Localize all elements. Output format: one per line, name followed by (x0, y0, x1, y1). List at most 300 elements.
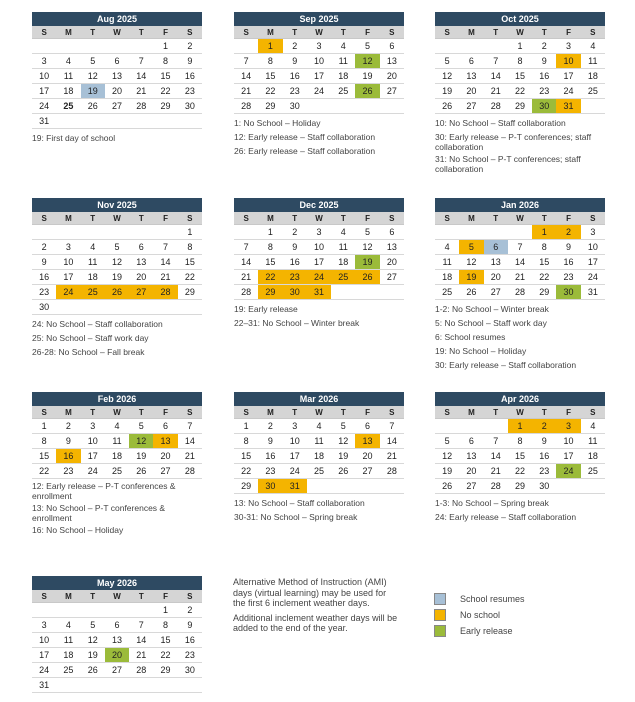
day-cell: 18 (81, 270, 105, 285)
month-title: Nov 2025 (32, 198, 202, 212)
day-cell: 4 (331, 225, 355, 240)
day-cell: 12 (355, 240, 379, 255)
weekday-header: S (435, 406, 459, 419)
day-cell: 23 (178, 84, 202, 99)
day-cell: 1 (508, 39, 532, 54)
weekday-header: T (129, 590, 153, 603)
day-cell: 21 (234, 84, 258, 99)
weekday-header: T (532, 26, 556, 39)
empty-day-cell (380, 285, 404, 300)
empty-day-cell (581, 99, 605, 114)
day-cell: 9 (532, 434, 556, 449)
day-cell: 28 (484, 99, 508, 114)
weekday-header: T (81, 406, 105, 419)
weekday-header: W (508, 212, 532, 225)
day-cell: 14 (508, 255, 532, 270)
day-cell: 6 (380, 225, 404, 240)
day-cell: 20 (459, 84, 483, 99)
day-cell: 1 (32, 419, 56, 434)
weekday-header: T (484, 212, 508, 225)
weekday-header: T (283, 26, 307, 39)
day-cell: 23 (532, 84, 556, 99)
day-cell: 1 (178, 225, 202, 240)
inclement-weather-info (233, 577, 401, 638)
day-cell: 29 (234, 479, 258, 494)
weekday-header: W (105, 406, 129, 419)
day-cell: 25 (56, 663, 80, 678)
month-calendar (435, 392, 605, 524)
empty-day-cell (129, 603, 153, 618)
day-cell: 26 (81, 99, 105, 114)
day-cell: 19 (435, 84, 459, 99)
weekday-header: F (153, 26, 177, 39)
day-cell: 1 (508, 419, 532, 434)
empty-day-cell (129, 678, 153, 693)
day-cell: 25 (105, 464, 129, 479)
day-cell: 6 (459, 54, 483, 69)
day-cell: 15 (508, 449, 532, 464)
day-cell: 6 (105, 54, 129, 69)
day-cell: 5 (459, 240, 483, 255)
day-cell: 1 (153, 603, 177, 618)
day-cell: 18 (105, 449, 129, 464)
day-cell: 11 (581, 54, 605, 69)
day-cell: 24 (56, 285, 80, 300)
month-notes (32, 131, 202, 145)
month-title: Oct 2025 (435, 12, 605, 26)
empty-day-cell (81, 39, 105, 54)
day-cell: 7 (484, 434, 508, 449)
day-cell: 31 (556, 99, 580, 114)
weekday-header: S (32, 590, 56, 603)
day-cell: 21 (178, 449, 202, 464)
day-cell: 25 (331, 270, 355, 285)
note-item: 24: Early release – Staff collaboration (435, 512, 577, 522)
day-cell: 30 (532, 99, 556, 114)
month-title: Sep 2025 (234, 12, 404, 26)
day-cell: 27 (105, 663, 129, 678)
month-title: May 2026 (32, 576, 202, 590)
month-grid (32, 198, 202, 315)
day-cell: 27 (355, 464, 379, 479)
legend-label: No school (460, 610, 501, 620)
day-cell: 2 (178, 39, 202, 54)
day-cell: 20 (380, 255, 404, 270)
day-cell: 27 (380, 270, 404, 285)
day-cell: 6 (355, 419, 379, 434)
month-calendar (32, 392, 202, 537)
day-cell: 19 (81, 648, 105, 663)
day-cell: 22 (508, 84, 532, 99)
day-cell: 8 (178, 240, 202, 255)
day-cell: 28 (178, 464, 202, 479)
day-cell: 17 (556, 449, 580, 464)
weekday-header: S (581, 26, 605, 39)
day-cell: 23 (32, 285, 56, 300)
empty-day-cell (307, 99, 331, 114)
weekday-header: T (81, 26, 105, 39)
empty-day-cell (56, 300, 80, 315)
day-cell: 30 (178, 663, 202, 678)
weekday-header: M (258, 406, 282, 419)
day-cell: 14 (234, 255, 258, 270)
weekday-header: T (81, 212, 105, 225)
day-cell: 2 (283, 39, 307, 54)
note-item: 25: No School – Staff work day (32, 333, 149, 343)
month-title: Mar 2026 (234, 392, 404, 406)
day-cell: 29 (258, 285, 282, 300)
empty-day-cell (435, 225, 459, 240)
weekday-header: S (178, 406, 202, 419)
day-cell: 12 (81, 633, 105, 648)
day-cell: 22 (32, 464, 56, 479)
day-cell: 8 (234, 434, 258, 449)
day-cell: 4 (307, 419, 331, 434)
day-cell: 22 (258, 270, 282, 285)
day-cell: 27 (459, 99, 483, 114)
weekday-header: S (581, 406, 605, 419)
empty-day-cell (556, 479, 580, 494)
month-grid (435, 198, 605, 300)
weekday-header: S (380, 26, 404, 39)
weekday-header: S (178, 590, 202, 603)
day-cell: 5 (355, 39, 379, 54)
day-cell: 3 (307, 225, 331, 240)
weekday-header: M (56, 212, 80, 225)
day-cell: 8 (153, 618, 177, 633)
empty-day-cell (178, 300, 202, 315)
weekday-header: T (331, 406, 355, 419)
day-cell: 4 (581, 419, 605, 434)
day-cell: 29 (508, 99, 532, 114)
day-cell: 11 (331, 54, 355, 69)
day-cell: 14 (484, 69, 508, 84)
day-cell: 23 (283, 270, 307, 285)
empty-day-cell (459, 225, 483, 240)
day-cell: 15 (258, 69, 282, 84)
day-cell: 27 (380, 84, 404, 99)
day-cell: 9 (556, 240, 580, 255)
weekday-header: W (307, 26, 331, 39)
day-cell: 8 (32, 434, 56, 449)
day-cell: 15 (258, 255, 282, 270)
ami-note: Alternative Method of Instruction (AMI) days (virtual learning) may be used for the first 6 inclement weather days. (233, 577, 387, 608)
weekday-header: F (153, 406, 177, 419)
month-title: Feb 2026 (32, 392, 202, 406)
weekday-header: T (283, 212, 307, 225)
month-grid (32, 12, 202, 129)
empty-day-cell (105, 39, 129, 54)
legend-swatch-school-resumes (434, 593, 446, 605)
empty-day-cell (331, 479, 355, 494)
day-cell: 25 (307, 464, 331, 479)
day-cell: 10 (32, 69, 56, 84)
day-cell: 2 (532, 419, 556, 434)
day-cell: 24 (307, 84, 331, 99)
day-cell: 21 (234, 270, 258, 285)
day-cell: 26 (435, 99, 459, 114)
day-cell: 7 (178, 419, 202, 434)
day-cell: 11 (56, 69, 80, 84)
note-item: 30: Early release – Staff collaboration (435, 360, 577, 370)
day-cell: 25 (435, 285, 459, 300)
weekday-header: S (380, 406, 404, 419)
month-calendar (32, 576, 202, 693)
weekday-header: S (435, 212, 459, 225)
month-calendar (435, 12, 605, 174)
note-item: 22–31: No School – Winter break (234, 318, 360, 328)
day-cell: 30 (532, 479, 556, 494)
day-cell: 19 (459, 270, 483, 285)
day-cell: 17 (307, 255, 331, 270)
note-item: 30: Early release – P-T conferences; staff collaboration (435, 132, 592, 152)
day-cell: 20 (105, 648, 129, 663)
empty-day-cell (380, 479, 404, 494)
day-cell: 6 (484, 240, 508, 255)
day-cell: 18 (307, 449, 331, 464)
day-cell: 10 (556, 54, 580, 69)
weekday-header: M (459, 212, 483, 225)
empty-day-cell (380, 99, 404, 114)
day-cell: 21 (508, 270, 532, 285)
note-item: 1-2: No School – Winter break (435, 304, 549, 314)
day-cell: 22 (532, 270, 556, 285)
day-cell: 4 (105, 419, 129, 434)
weekday-header: M (56, 26, 80, 39)
day-cell: 7 (153, 240, 177, 255)
day-cell: 17 (32, 84, 56, 99)
makeup-days-note: Additional inclement weather days will be added to the end of the year. (233, 612, 398, 633)
weekday-header: M (459, 406, 483, 419)
day-cell: 9 (258, 434, 282, 449)
day-cell: 3 (556, 39, 580, 54)
day-cell: 16 (556, 255, 580, 270)
empty-day-cell (459, 419, 483, 434)
day-cell: 5 (105, 240, 129, 255)
day-cell: 29 (508, 479, 532, 494)
empty-day-cell (484, 225, 508, 240)
day-cell: 7 (380, 419, 404, 434)
day-cell: 15 (178, 255, 202, 270)
day-cell: 12 (459, 255, 483, 270)
day-cell: 24 (556, 464, 580, 479)
weekday-header: F (556, 406, 580, 419)
day-cell: 12 (355, 54, 379, 69)
day-cell: 21 (484, 84, 508, 99)
day-cell: 13 (153, 434, 177, 449)
month-calendar (32, 198, 202, 359)
day-cell: 9 (178, 618, 202, 633)
day-cell: 23 (556, 270, 580, 285)
weekday-header: S (581, 212, 605, 225)
month-grid (435, 392, 605, 494)
day-cell: 16 (283, 255, 307, 270)
day-cell: 4 (81, 240, 105, 255)
day-cell: 20 (484, 270, 508, 285)
day-cell: 18 (56, 648, 80, 663)
month-grid (32, 392, 202, 479)
day-cell: 8 (258, 54, 282, 69)
weekday-header: M (56, 406, 80, 419)
day-cell: 12 (105, 255, 129, 270)
month-notes (435, 302, 605, 372)
day-cell: 15 (508, 69, 532, 84)
day-cell: 15 (234, 449, 258, 464)
day-cell: 23 (178, 648, 202, 663)
day-cell: 5 (129, 419, 153, 434)
day-cell: 14 (380, 434, 404, 449)
day-cell: 18 (331, 69, 355, 84)
day-cell: 7 (234, 240, 258, 255)
day-cell: 3 (283, 419, 307, 434)
weekday-header: W (105, 590, 129, 603)
day-cell: 12 (435, 69, 459, 84)
day-cell: 24 (556, 84, 580, 99)
day-cell: 1 (532, 225, 556, 240)
day-cell: 23 (532, 464, 556, 479)
day-cell: 16 (283, 69, 307, 84)
weekday-header: W (307, 406, 331, 419)
day-cell: 31 (283, 479, 307, 494)
day-cell: 28 (234, 285, 258, 300)
day-cell: 22 (153, 648, 177, 663)
weekday-header: W (508, 26, 532, 39)
month-calendar (234, 198, 404, 330)
day-cell: 19 (355, 255, 379, 270)
day-cell: 25 (56, 99, 80, 114)
legend-swatch-no-school (434, 609, 446, 621)
day-cell: 20 (380, 69, 404, 84)
note-item: 1: No School – Holiday (234, 118, 321, 128)
note-item: 30-31: No School – Spring break (234, 512, 358, 522)
weekday-header: M (258, 26, 282, 39)
note-item: 13: No School – P-T conferences & enrollment (32, 503, 166, 523)
note-item: 31: No School – P-T conferences; staff collaboration (435, 154, 581, 174)
day-cell: 17 (556, 69, 580, 84)
day-cell: 22 (153, 84, 177, 99)
day-cell: 22 (234, 464, 258, 479)
day-cell: 1 (234, 419, 258, 434)
day-cell: 12 (129, 434, 153, 449)
day-cell: 20 (459, 464, 483, 479)
day-cell: 30 (283, 285, 307, 300)
day-cell: 4 (56, 618, 80, 633)
day-cell: 27 (459, 479, 483, 494)
day-cell: 16 (532, 449, 556, 464)
day-cell: 13 (380, 240, 404, 255)
weekday-header: F (556, 26, 580, 39)
day-cell: 28 (234, 99, 258, 114)
empty-day-cell (105, 603, 129, 618)
day-cell: 3 (581, 225, 605, 240)
day-cell: 9 (283, 54, 307, 69)
empty-day-cell (508, 225, 532, 240)
day-cell: 4 (435, 240, 459, 255)
day-cell: 1 (153, 39, 177, 54)
day-cell: 6 (459, 434, 483, 449)
weekday-header: T (532, 406, 556, 419)
day-cell: 8 (153, 54, 177, 69)
day-cell: 20 (153, 449, 177, 464)
day-cell: 29 (258, 99, 282, 114)
day-cell: 16 (178, 69, 202, 84)
weekday-header: S (32, 406, 56, 419)
day-cell: 24 (32, 99, 56, 114)
empty-day-cell (105, 300, 129, 315)
day-cell: 13 (105, 69, 129, 84)
day-cell: 27 (105, 99, 129, 114)
day-cell: 12 (331, 434, 355, 449)
day-cell: 5 (81, 618, 105, 633)
day-cell: 26 (355, 270, 379, 285)
month-title: Aug 2025 (32, 12, 202, 26)
weekday-header: M (56, 590, 80, 603)
day-cell: 24 (581, 270, 605, 285)
day-cell: 21 (129, 648, 153, 663)
day-cell: 4 (56, 54, 80, 69)
weekday-header: W (508, 406, 532, 419)
day-cell: 25 (81, 285, 105, 300)
day-cell: 7 (129, 618, 153, 633)
day-cell: 25 (581, 84, 605, 99)
empty-day-cell (81, 225, 105, 240)
note-item: 24: No School – Staff collaboration (32, 319, 163, 329)
empty-day-cell (81, 603, 105, 618)
day-cell: 9 (32, 255, 56, 270)
day-cell: 11 (56, 633, 80, 648)
day-cell: 21 (380, 449, 404, 464)
month-grid (32, 576, 202, 693)
day-cell: 16 (178, 633, 202, 648)
weekday-header: T (331, 212, 355, 225)
empty-day-cell (81, 678, 105, 693)
note-item: 26-28: No School – Fall break (32, 347, 145, 357)
empty-day-cell (459, 39, 483, 54)
weekday-header: S (435, 26, 459, 39)
day-cell: 10 (32, 633, 56, 648)
empty-day-cell (435, 419, 459, 434)
day-cell: 17 (56, 270, 80, 285)
weekday-header: T (484, 26, 508, 39)
day-cell: 28 (153, 285, 177, 300)
day-cell: 2 (56, 419, 80, 434)
empty-day-cell (105, 678, 129, 693)
day-cell: 15 (153, 633, 177, 648)
month-grid (435, 12, 605, 114)
day-cell: 10 (581, 240, 605, 255)
empty-day-cell (355, 479, 379, 494)
day-cell: 11 (81, 255, 105, 270)
day-cell: 10 (307, 240, 331, 255)
day-cell: 26 (435, 479, 459, 494)
day-cell: 6 (105, 618, 129, 633)
day-cell: 7 (508, 240, 532, 255)
empty-day-cell (105, 114, 129, 129)
note-item: 26: Early release – Staff collaboration (234, 146, 376, 156)
day-cell: 19 (331, 449, 355, 464)
day-cell: 16 (258, 449, 282, 464)
day-cell: 19 (355, 69, 379, 84)
weekday-header: T (129, 212, 153, 225)
empty-day-cell (178, 678, 202, 693)
day-cell: 13 (459, 69, 483, 84)
day-cell: 3 (556, 419, 580, 434)
empty-day-cell (153, 678, 177, 693)
day-cell: 19 (81, 84, 105, 99)
day-cell: 24 (32, 663, 56, 678)
day-cell: 10 (556, 434, 580, 449)
day-cell: 10 (307, 54, 331, 69)
